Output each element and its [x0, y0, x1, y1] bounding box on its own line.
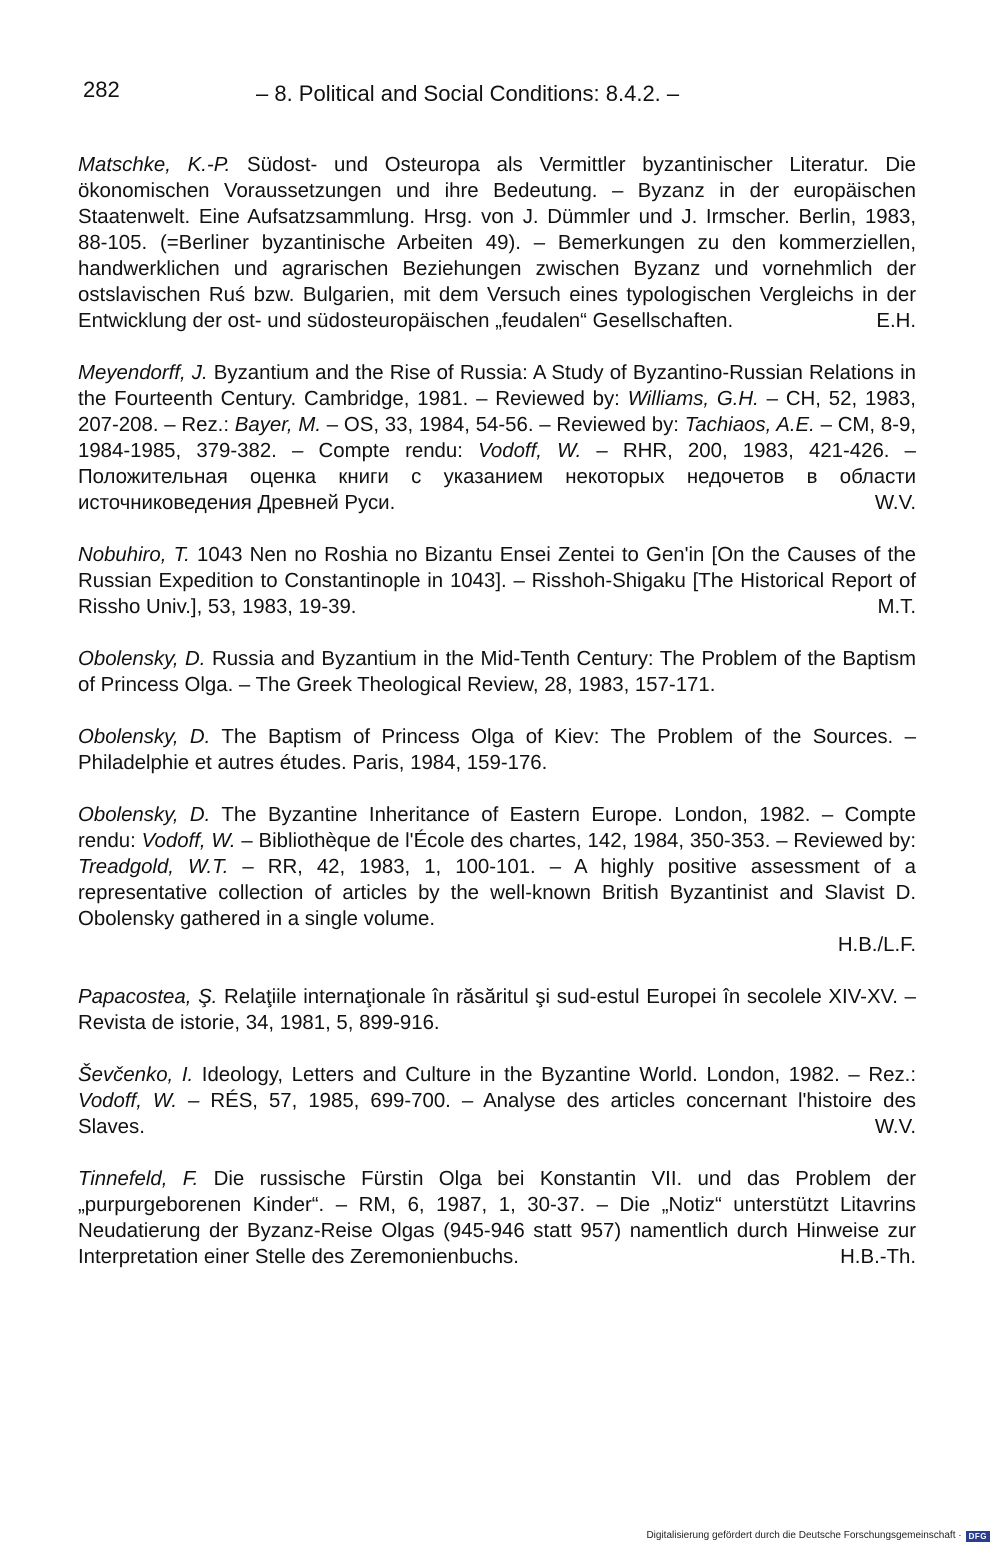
reviewer-name: Vodoff, W.: [141, 830, 236, 852]
reviewer-name: Tachiaos, A.E.: [684, 414, 815, 436]
entry-text: – OS, 33, 1984, 54-56. – Reviewed by:: [321, 414, 685, 436]
reviewer-name: Williams, G.H.: [627, 388, 759, 410]
entry-text: The Baptism of Princess Olga of Kiev: The Problem of the Sources. – Philadelphie et autres études. Paris, 1984, 159-176.: [78, 726, 916, 774]
running-head: – 8. Political and Social Conditions: 8.4.2. –: [256, 81, 680, 106]
entry-signature: H.B.-Th.: [840, 1246, 916, 1268]
entry-text: – CM, 8-9, 1984-1985, 379-382. – Compte rendu:: [78, 414, 916, 462]
reviewer-name: Vodoff, W.: [478, 440, 582, 462]
digitization-footer: [646, 1529, 990, 1543]
entry-text: Russia and Byzantium in the Mid-Tenth Century: The Problem of the Baptism of Princess Olga. – The Greek Theological Review, 28, 1983, 157-171.: [78, 648, 917, 696]
entry-author: Obolensky, D.: [78, 648, 206, 670]
entry-text: 1043 Nen no Roshia no Bizantu Ensei Zentei to Gen'in [On the Causes of the Russian Expedition to Constantinople in 1043]. – Risshoh-Shigaku [The Historical Report of Rissho Univ.], 53, 1983, 19-39.: [78, 544, 917, 618]
reviewer-name: Bayer, M.: [234, 414, 321, 436]
entry-text: The Byzantine Inheritance of Eastern Europe. London, 1982. – Compte rendu:: [78, 804, 916, 852]
entry-text: Byzantium and the Rise of Russia: A Study of Byzantino-Russian Relations in the Fourteenth Century. Cambridge, 1981. – Reviewed by:: [78, 362, 916, 410]
bibliography-entry: [78, 802, 916, 958]
bibliography-entry: [78, 646, 916, 698]
entry-text: Die russische Fürstin Olga bei Konstantin VII. und das Problem der „purpurgeborenen Kinder“. – RM, 6, 1987, 1, 30-37. – Die „Notiz“ unterstützt Litavrins Neudatierung der Byzanz-Reise Olgas (945-946 statt 957) namentlich durch Hinweise zur Interpretation einer Stelle des Zeremonienbuchs.: [78, 1168, 916, 1268]
footer-text: Digitalisierung gefördert durch die Deutsche Forschungsgemeinschaft ·: [646, 1530, 962, 1541]
bibliography-entry: [78, 984, 916, 1036]
bibliography-entry: [78, 724, 916, 776]
page-number: 282: [83, 77, 120, 102]
entry-text: Südost- und Osteuropa als Vermittler byzantinischer Literatur. Die ökonomischen Voraussetzungen und ihre Bedeutung. – Byzanz in der europäischen Staatenwelt. Eine Aufsatzsammlung. Hrsg. von J. Dümmler und J. Irmscher. Berlin, 1983, 88-105. (=Berliner byzantinische Arbeiten 49). – Bemerkungen zu den kommerziellen, handwerklichen und agrarischen Beziehungen zwischen Byzanz und vornehmlich der ostslavischen Ruś bzw. Bulgarien, mit dem Versuch eines typologischen Vergleichs in der Entwicklung der ost- und südosteuropäischen „feudalen“ Gesellschaften.: [78, 154, 916, 332]
entry-text: – RR, 42, 1983, 1, 100-101. – A highly positive assessment of a representative collection of articles by the well-known British Byzantinist and Slavist D. Obolensky gathered in a single volume.: [78, 856, 916, 930]
entry-text: – RHR, 200, 1983, 421-426. – Положительная оценка книги с указанием некоторых недочетов в области источниковедения Древней Руси.: [78, 440, 916, 514]
entry-text: – RÉS, 57, 1985, 699-700. – Analyse des articles concernant l'histoire des Slaves.: [78, 1090, 917, 1138]
entry-text: Relaţiile internaţionale în răsăritul şi sud-estul Europei în secolele XIV-XV. – Revista de istorie, 34, 1981, 5, 899-916.: [78, 986, 916, 1034]
bibliography-entry: [78, 360, 916, 516]
bibliography-entry: [78, 152, 916, 334]
entry-text: Ideology, Letters and Culture in the Byzantine World. London, 1982. – Rez.:: [193, 1064, 916, 1086]
bibliography-entries: [78, 152, 916, 1296]
dfg-logo: DFG: [966, 1531, 990, 1542]
entry-author: Obolensky, D.: [78, 804, 211, 826]
entry-text: – CH, 52, 1983, 207-208. – Rez.:: [78, 388, 916, 436]
bibliography-entry: [78, 1062, 916, 1140]
entry-author: Meyendorff, J.: [78, 362, 208, 384]
bibliography-entry: [78, 1166, 916, 1270]
entry-author: Tinnefeld, F.: [78, 1168, 199, 1190]
reviewer-name: Treadgold, W.T.: [78, 856, 229, 878]
bibliography-entry: [78, 542, 916, 620]
entry-signature: W.V.: [874, 492, 916, 514]
entry-author: Ševčenko, I.: [78, 1064, 194, 1086]
entry-author: Papacostea, Ş.: [78, 986, 218, 1008]
entry-signature: M.T.: [877, 596, 916, 618]
entry-text: – Bibliothèque de l'École des chartes, 142, 1984, 350-353. – Reviewed by:: [235, 830, 917, 852]
entry-signature: E.H.: [876, 310, 916, 332]
entry-author: Obolensky, D.: [78, 726, 211, 748]
entry-signature: H.B./L.F.: [837, 934, 916, 956]
entry-author: Nobuhiro, T.: [78, 544, 190, 566]
reviewer-name: Vodoff, W.: [78, 1090, 178, 1112]
entry-signature: W.V.: [874, 1116, 916, 1138]
entry-author: Matschke, K.-P.: [78, 154, 231, 176]
